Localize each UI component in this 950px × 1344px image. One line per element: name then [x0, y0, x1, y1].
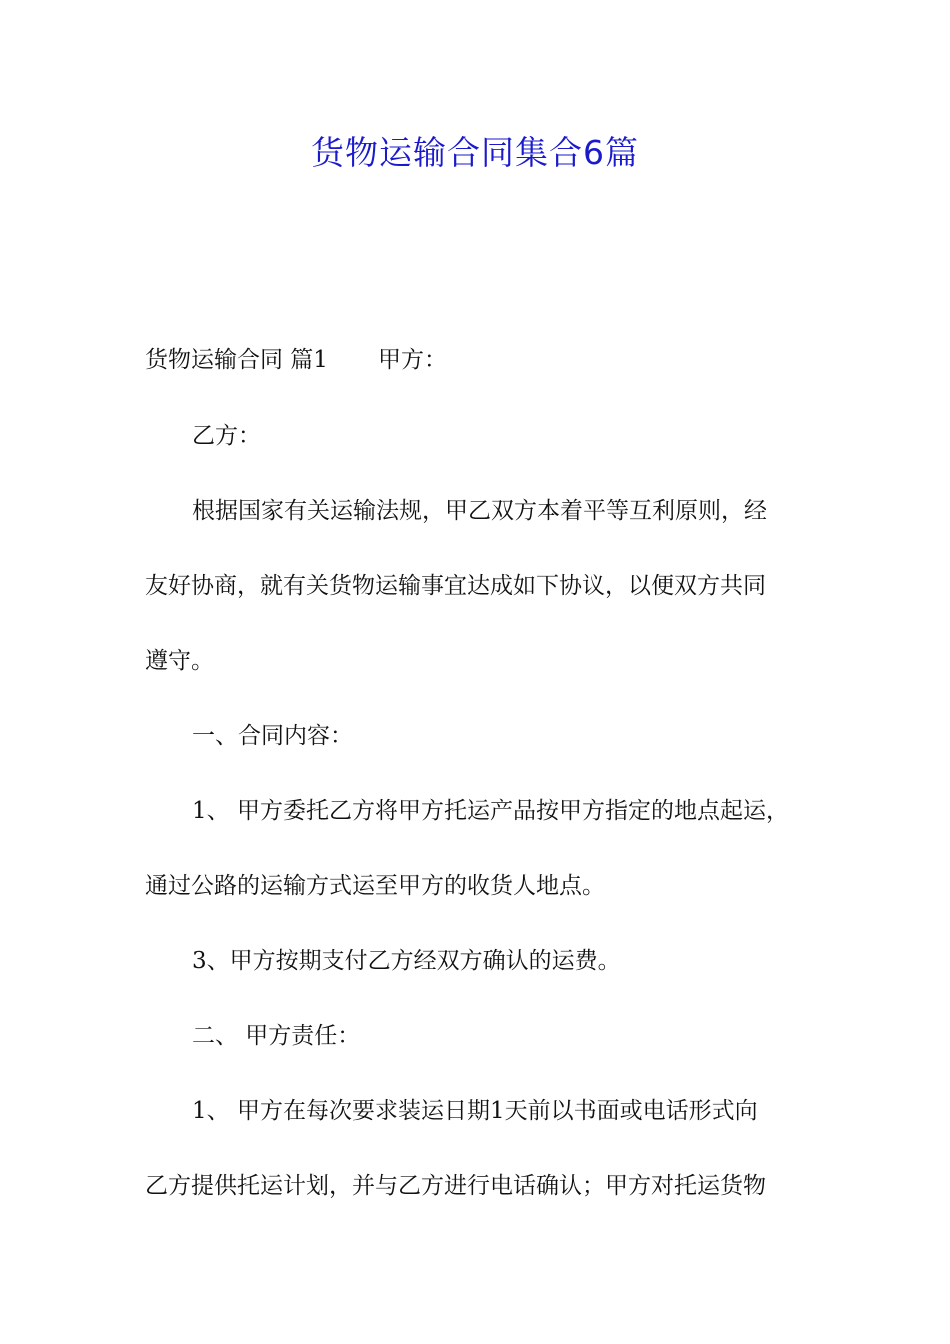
paragraph-line: 根据国家有关运输法规，甲乙双方本着平等互利原则，经: [192, 498, 767, 524]
party-a-label: 甲方：: [377, 347, 447, 373]
paragraph-line: 通过公路的运输方式运至甲方的收货人地点。: [145, 873, 605, 899]
section-heading: 货物运输合同 篇1: [145, 347, 328, 373]
paragraph-line: 乙方提供托运计划，并与乙方进行电话确认；甲方对托运货物: [145, 1173, 766, 1199]
paragraph-line: 1、 甲方在每次要求装运日期1天前以书面或电话形式向: [192, 1098, 758, 1124]
party-b-label: 乙方：: [192, 423, 261, 449]
paragraph-line: 友好协商，就有关货物运输事宜达成如下协议，以便双方共同: [145, 573, 766, 599]
paragraph-line: 遵守。: [145, 648, 214, 674]
section-heading-line: [145, 343, 845, 377]
paragraph-line: 3、甲方按期支付乙方经双方确认的运费。: [192, 948, 621, 974]
clause-heading: 一、合同内容：: [192, 723, 353, 749]
document-title: 货物运输合同集合6篇: [311, 133, 639, 172]
paragraph-line: 1、 甲方委托乙方将甲方托运产品按甲方指定的地点起运，: [192, 798, 789, 824]
clause-heading: 二、 甲方责任：: [192, 1023, 361, 1049]
